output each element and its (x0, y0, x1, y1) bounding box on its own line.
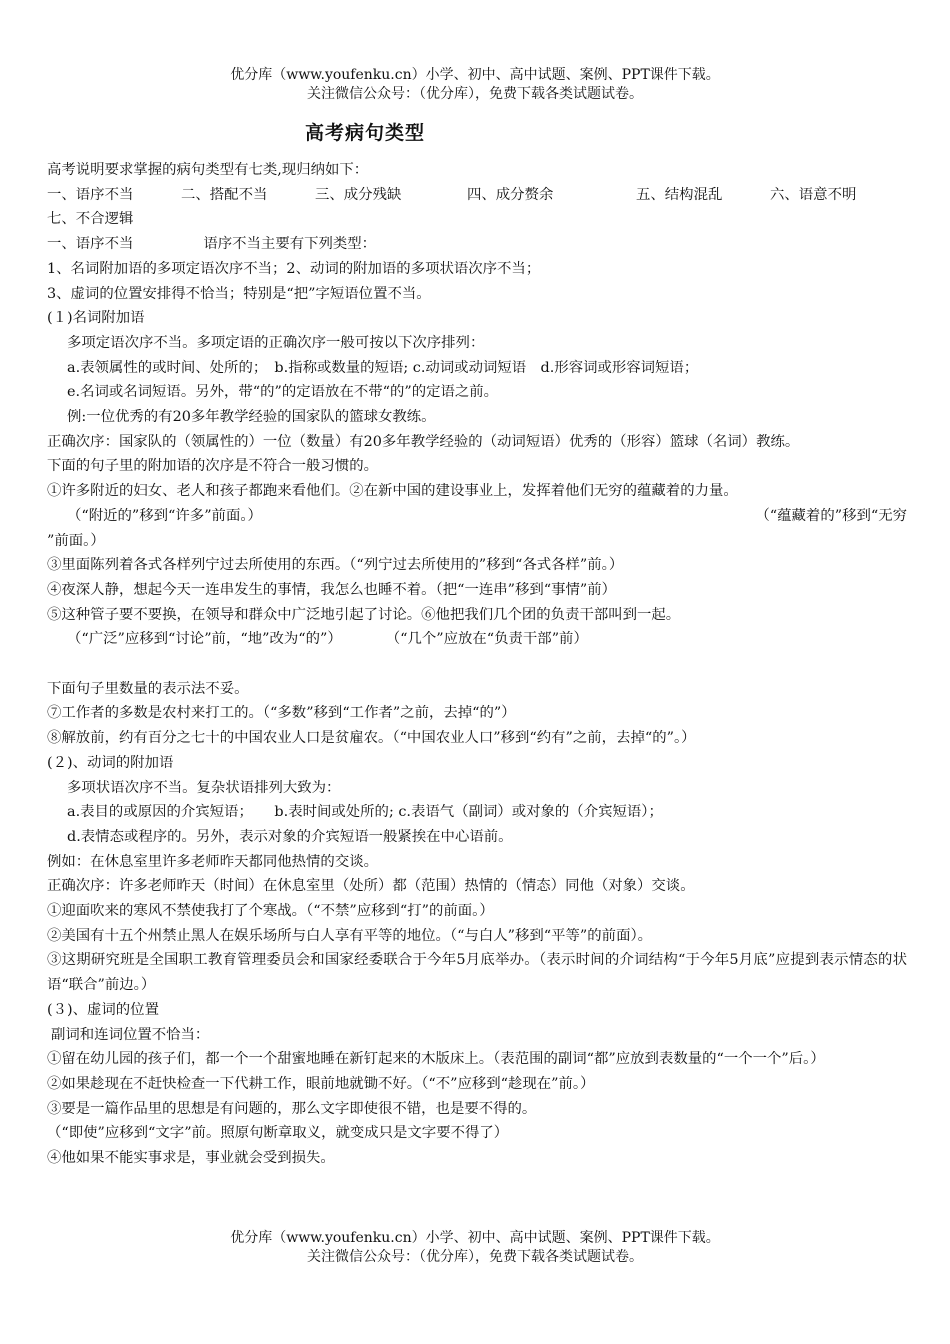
section1-heading (47, 232, 907, 257)
type-item: 一、语序不当 (47, 186, 134, 203)
part1-order-1: a.表领属性的或时间、处所的； b.指称或数量的短语; c.动词或动词短语 d.形容词或形容词短语； (67, 359, 699, 376)
part1-sentence-8: ⑧解放前，约有百分之七十的中国农业人口是贫雇农。（“中国农业人口”移到“约有”之前，去掉“的”。） (47, 730, 696, 747)
part2-rule: 多项状语次序不当。复杂状语排列大致为： (67, 779, 341, 796)
part1-sentence-4: ④夜深人静，想起今天一连串发生的事情，我怎么也睡不着。（把“一连串”移到“事情”前） (47, 581, 617, 598)
part3-rule: 副词和连词位置不恰当： (51, 1026, 210, 1043)
type-item: 四、成分赘余 (467, 186, 554, 203)
part1-sentence-3: ③里面陈列着各式各样列宁过去所使用的东西。（“列宁过去所使用的”移到“各式各样”前。） (47, 557, 624, 574)
part2-example: 例如：在休息室里许多老师昨天都同他热情的交谈。 (47, 853, 378, 870)
part2-order-1: a.表目的或原因的介宾短语； b.表时间或处所的; c.表语气（副词）或对象的（介宾短语）； (67, 804, 663, 821)
page-header (0, 66, 950, 104)
part1-example: 例:一位优秀的有20多年教学经验的国家队的篮球女教练。 (67, 409, 436, 426)
note-6: （“几个”应放在“负责干部”前） (385, 631, 588, 648)
header-line-2: 关注微信公众号：（优分库），免费下载各类试题试卷。 (307, 86, 643, 102)
part3-note-3: （“即使”应移到“文字”前。照原句断章取义，就变成只是文字要不得了） (47, 1125, 509, 1142)
part1-notes-5-6 (47, 627, 907, 652)
part2-order-2: d.表情态或程序的。另外，表示对象的介宾短语一般紧挨在中心语前。 (67, 828, 513, 845)
part1-correct: 正确次序：国家队的（领属性的）一位（数量）有20多年教学经验的（动词短语）优秀的（形容）篮球（名词）教练。 (47, 433, 800, 450)
section1-kinds-2: 3、虚词的位置安排得不恰当；特别是“把”字短语位置不当。 (47, 285, 431, 302)
part3-sentence-1: ①留在幼儿园的孩子们，都一个一个甜蜜地睡在新钉起来的木版床上。（表范围的副词“都”应放到表数量的“一个一个”后。） (47, 1051, 825, 1068)
section1-note: 语序不当主要有下列类型： (203, 236, 377, 253)
part2-sentence-3: ③这期研究班是全国职工教育管理委员会和国家经委联合于今年5月底举办。（表示时间的介词结构“于今年5月底”应提到表示情态的状语“联合”前边。） (47, 952, 907, 994)
type-list (47, 183, 907, 208)
header-line-1: 优分库（www.youfenku.cn）小学、初中、高中试题、案例、PPT课件下载。 (230, 67, 720, 83)
part2-heading: (２)、动词的附加语 (47, 754, 174, 771)
footer-line-1: 优分库（www.youfenku.cn）小学、初中、高中试题、案例、PPT课件下载。 (230, 1230, 720, 1246)
document-title: 高考病句类型 (305, 122, 426, 144)
part1-lead-2: 下面句子里数量的表示法不妥。 (47, 680, 249, 697)
type-item-7: 七、不合逻辑 (47, 211, 134, 228)
note-2: （“蕴藏着的”移到“无穷 (755, 507, 907, 524)
part3-sentence-3: ③要是一篇作品里的思想是有问题的，那么文字即使很不错，也是要不得的。 (47, 1100, 537, 1117)
intro: 高考说明要求掌握的病句类型有七类,现归纳如下： (47, 162, 369, 178)
part3-heading: (３)、虚词的位置 (47, 1001, 159, 1018)
part2-sentence-2: ②美国有十五个州禁止黑人在娱乐场所与白人享有平等的地位。（“与白人”移到“平等”的前面）。 (47, 927, 653, 944)
part3-sentence-4: ④他如果不能实事求是，事业就会受到损失。 (47, 1150, 335, 1167)
part1-heading: (１)名词附加语 (47, 310, 145, 327)
type-item: 六、语意不明 (770, 186, 857, 203)
type-item: 三、成分残缺 (315, 186, 402, 203)
note-1: （“附近的”移到“许多”前面。） (67, 507, 262, 524)
type-item: 五、结构混乱 (636, 186, 723, 203)
part1-notes-1-2 (47, 504, 907, 529)
part1-rule: 多项定语次序不当。多项定语的正确次序一般可按以下次序排列： (67, 334, 485, 351)
part1-sentence-5-6: ⑤这种管子要不要换，在领导和群众中广泛地引起了讨论。⑥他把我们几个团的负责干部叫到一起。 (47, 606, 681, 623)
part3-sentence-2: ②如果趁现在不赶快检查一下代耕工作，眼前地就锄不好。（“不”应移到“趁现在”前。） (47, 1076, 595, 1092)
spacer (47, 652, 907, 677)
page-footer (0, 1229, 950, 1267)
section1-title: 一、语序不当 (47, 236, 134, 253)
part1-lead-1: 下面的句子里的附加语的次序是不符合一般习惯的。 (47, 458, 378, 475)
footer-line-2: 关注微信公众号：（优分库），免费下载各类试题试卷。 (307, 1249, 643, 1265)
document-body (47, 158, 907, 1171)
part1-sentence-7: ⑦工作者的多数是农村来打工的。（“多数”移到“工作者”之前，去掉“的”） (47, 705, 516, 722)
section1-kinds-1: 1、名词附加语的多项定语次序不当；2、动词的附加语的多项状语次序不当； (47, 260, 541, 277)
part1-order-2: e.名词或名词短语。另外，带“的”的定语放在不带“的”的定语之前。 (67, 384, 499, 401)
note-5: （“广泛”应移到“讨论”前，“地”改为“的”） (67, 631, 342, 648)
part2-sentence-1: ①迎面吹来的寒风不禁使我打了个寒战。（“不禁”应移到“打”的前面。） (47, 903, 494, 920)
part2-correct: 正确次序：许多老师昨天（时间）在休息室里（处所）都（范围）热情的（情态）同他（对象）交谈。 (47, 878, 695, 895)
type-item: 二、搭配不当 (181, 186, 268, 203)
note-2-continued: ”前面。） (47, 532, 105, 549)
part1-sentence-1-2: ①许多附近的妇女、老人和孩子都跑来看他们。②在新中国的建设事业上，发挥着他们无穷的蕴藏着的力量。 (47, 483, 738, 500)
